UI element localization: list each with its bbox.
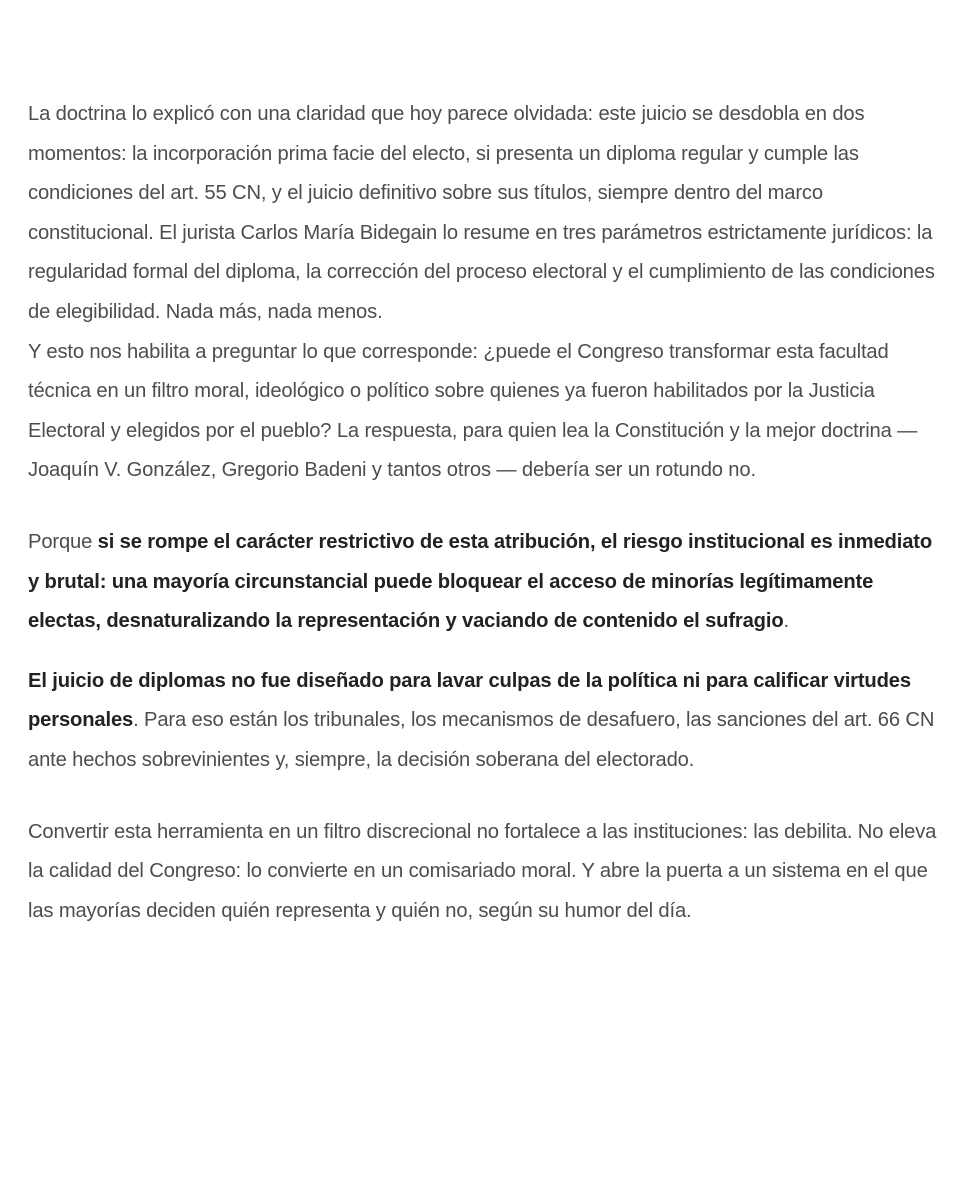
paragraph-conclusion: Convertir esta herramienta en un filtro discrecional no fortalece a las instituciones: las debilita. No eleva la calidad del Congreso: lo convierte en un comisariado moral. Y abre la puerta a un sistema en el que las mayorías deciden quién representa y quién no, según su humor del día. bbox=[28, 820, 937, 922]
article-body bbox=[28, 95, 940, 931]
paragraph-purpose-emphasis: El juicio de diplomas no fue diseñado para lavar culpas de la política ni para calificar virtudes personales bbox=[28, 669, 911, 732]
paragraph-risk-tail: . bbox=[783, 610, 789, 633]
paragraph-question: Y esto nos habilita a preguntar lo que corresponde: ¿puede el Congreso transformar esta facultad técnica en un filtro moral, ideológico o político sobre quienes ya fueron habilitados por la Justicia Electoral y elegidos por el pueblo? La respuesta, para quien lea la Constitución y la mejor doctrina —Joaquín V. González, Gregorio Badeni y tantos otros — debería ser un rotundo no. bbox=[28, 340, 918, 482]
paragraph-risk-emphasis: si se rompe el carácter restrictivo de esta atribución, el riesgo institucional es inmediato y brutal: una mayoría circunstancial puede bloquear el acceso de minorías legítimamente electas, desnaturalizando la representación y vaciando de contenido el sufragio bbox=[28, 530, 933, 633]
paragraph-purpose-tail: . Para eso están los tribunales, los mecanismos de desafuero, las sanciones del art. 66 CN ante hechos sobrevinientes y, siempre, la decisión soberana del electorado. bbox=[28, 709, 935, 771]
paragraph-doctrine: La doctrina lo explicó con una claridad que hoy parece olvidada: este juicio se desdobla en dos momentos: la incorporación prima facie del electo, si presenta un diploma regular y cumple las condiciones del art. 55 CN, y el juicio definitivo sobre sus títulos, siempre dentro del marco constitucional. El jurista Carlos María Bidegain lo resume en tres parámetros estrictamente jurídicos: la regularidad formal del diploma, la corrección del proceso electoral y el cumplimiento de las condiciones de elegibilidad. Nada más, nada menos. bbox=[28, 103, 935, 323]
paragraph-risk-lead: Porque bbox=[28, 530, 98, 553]
paragraph-risk bbox=[28, 523, 940, 642]
paragraph-purpose bbox=[28, 662, 940, 781]
